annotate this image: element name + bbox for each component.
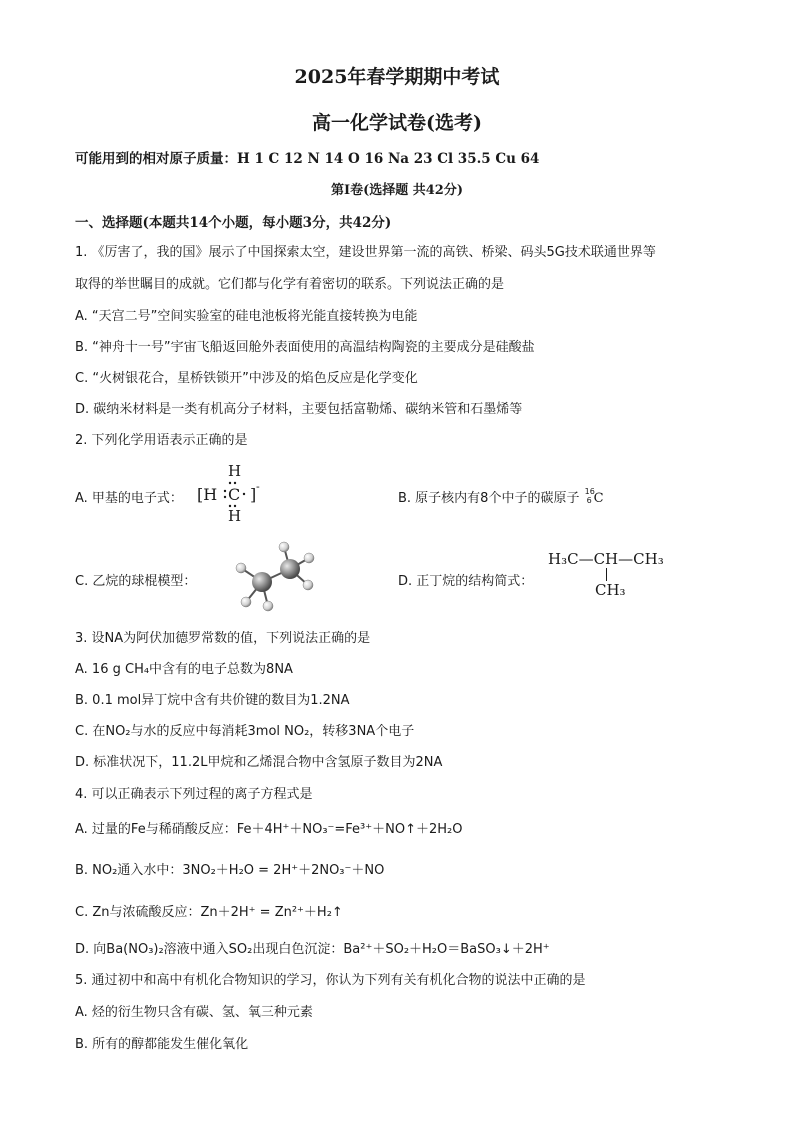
- exam-subtitle: 高一化学试卷(选考): [312, 112, 482, 134]
- q2-option-b: [398, 487, 604, 506]
- q4-option-c: C. Zn与浓硫酸反应：Zn＋2H⁺ = Zn²⁺＋H₂↑: [75, 905, 343, 920]
- formula-h-bottom: H: [228, 507, 242, 525]
- q2-option-c-label: C. 乙烷的球棍模型：: [75, 574, 197, 589]
- butane-branch: CH₃: [595, 581, 626, 599]
- q3-option-a: A. 16 g CH₄中含有的电子总数为8NA: [75, 662, 293, 677]
- q3-stem: 3. 设NA为阿伏加德罗常数的值，下列说法正确的是: [75, 631, 371, 646]
- butane-main-chain: H₃C—CH—CH₃: [548, 550, 664, 568]
- q2-stem: 2. 下列化学用语表示正确的是: [75, 433, 248, 448]
- q4-stem: 4. 可以正确表示下列过程的离子方程式是: [75, 787, 313, 802]
- q4-option-b: B. NO₂通入水中：3NO₂＋H₂O = 2H⁺＋2NO₃⁻＋NO: [75, 863, 385, 878]
- q5-stem: 5. 通过初中和高中有机化合物知识的学习，你认为下列有关有机化合物的说法中正确的是: [75, 973, 586, 988]
- q5-option-b: B. 所有的醇都能发生催化氧化: [75, 1037, 249, 1052]
- section-title: 第Ⅰ卷(选择题 共42分): [331, 183, 463, 198]
- q1-stem-line2: 取得的举世瞩目的成就。它们都与化学有着密切的联系。下列说法正确的是: [75, 277, 505, 292]
- formula-bracket-right: ]: [250, 485, 257, 504]
- electron-dots: [192, 462, 272, 526]
- ethane-ball-stick-model: [232, 538, 322, 616]
- methyl-electron-formula: [192, 462, 272, 526]
- butane-branch-bond: [606, 568, 607, 581]
- formula-charge: -: [256, 480, 260, 493]
- q2-option-a-label: A. 甲基的电子式：: [75, 491, 183, 506]
- q2-option-b-label: B. 原子核内有8个中子的碳原子: [398, 491, 580, 506]
- q1-stem-line1: 1. 《厉害了，我的国》展示了中国探索太空，建设世界第一流的高铁、桥梁、码头5G技术联通世界等: [75, 245, 656, 260]
- isotope-numbers: [584, 487, 595, 505]
- isotope-atomic-number: 6: [586, 496, 592, 505]
- q3-option-b: B. 0.1 mol异丁烷中含有共价键的数目为1.2NA: [75, 693, 350, 708]
- part-title: 一、选择题(本题共14个小题，每小题3分，共42分): [75, 215, 392, 231]
- n-butane-structure: [548, 550, 678, 600]
- q4-option-d: D. 向Ba(NO₃)₂溶液中通入SO₂出现白色沉淀：Ba²⁺＋SO₂＋H₂O＝BaSO₃↓＋2H⁺: [75, 942, 550, 957]
- q4-option-a: A. 过量的Fe与稀硝酸反应：Fe＋4H⁺＋NO₃⁻=Fe³⁺＋NO↑＋2H₂O: [75, 822, 463, 837]
- exam-title: 2025年春学期期中考试: [294, 66, 500, 88]
- formula-h-top: H: [228, 462, 242, 480]
- q3-option-c: C. 在NO₂与水的反应中每消耗3mol NO₂，转移3NA个电子: [75, 724, 415, 739]
- q1-option-b: B. “神舟十一号”宇宙飞船返回舱外表面使用的高温结构陶瓷的主要成分是硅酸盐: [75, 340, 535, 355]
- atomic-mass-line: 可能用到的相对原子质量：H 1 C 12 N 14 O 16 Na 23 Cl 35.5 Cu 64: [75, 151, 540, 167]
- q1-option-c: C. “火树银花合，星桥铁锁开”中涉及的焰色反应是化学变化: [75, 371, 418, 386]
- formula-bracket-h: [H: [197, 485, 218, 504]
- q5-option-a: A. 烃的衍生物只含有碳、氢、氧三种元素: [75, 1005, 313, 1020]
- isotope-mass-number: 16: [584, 487, 595, 496]
- isotope-symbol: C: [593, 491, 604, 506]
- q1-option-d: D. 碳纳米材料是一类有机高分子材料，主要包括富勒烯、碳纳米管和石墨烯等: [75, 402, 523, 417]
- formula-carbon: C: [228, 485, 241, 504]
- q1-option-a: A. “天宫二号”空间实验室的硅电池板将光能直接转换为电能: [75, 309, 418, 324]
- q2-option-d-label: D. 正丁烷的结构简式：: [398, 574, 534, 589]
- q3-option-d: D. 标准状况下，11.2L甲烷和乙烯混合物中含氢原子数目为2NA: [75, 755, 443, 770]
